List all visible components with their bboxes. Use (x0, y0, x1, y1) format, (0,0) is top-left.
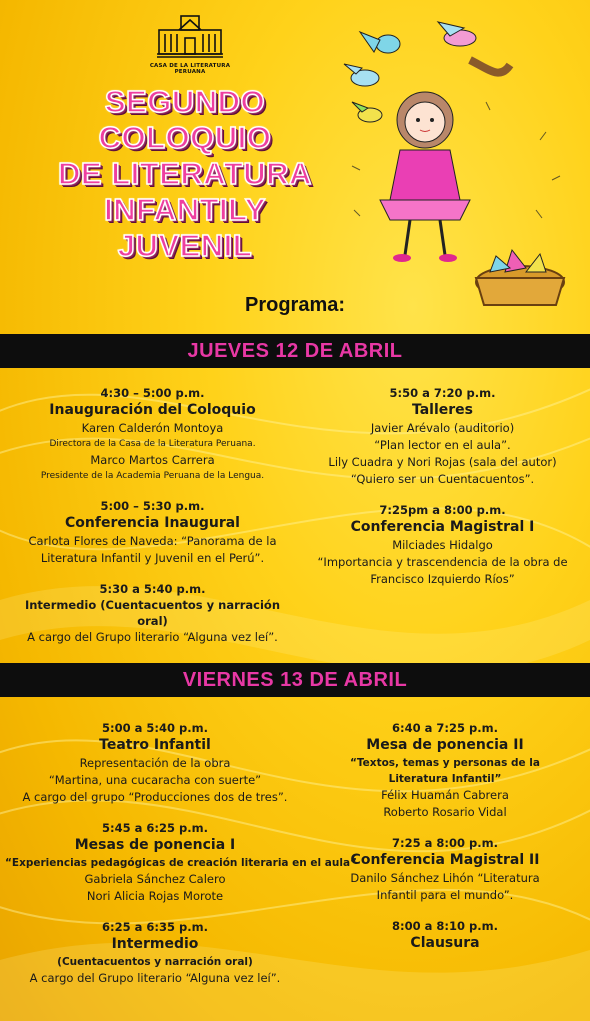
event-detail-line: A cargo del Grupo literario “Alguna vez leí”. (29, 971, 281, 985)
event-title: Mesas de ponencia I (74, 837, 236, 853)
event-time: 7:25 a 8:00 p.m. (392, 836, 498, 850)
event-detail-line: “Experiencias pedagógicas de creación literaria en el aula” (5, 857, 357, 869)
program-event (300, 835, 590, 904)
event-time: 5:00 – 5:30 p.m. (100, 499, 205, 513)
girl-with-birds-illustration (340, 10, 580, 310)
event-time: 6:40 a 7:25 p.m. (392, 721, 498, 735)
event-time: 8:00 a 8:10 p.m. (392, 919, 498, 933)
program-event (5, 820, 357, 905)
event-detail-line: Carlota Flores de Naveda: “Panorama de la (28, 534, 277, 548)
program-event (10, 498, 295, 567)
event-detail-line: Representación de la obra (79, 756, 231, 770)
event-time: 6:25 a 6:35 p.m. (102, 920, 208, 934)
event-detail-line: Roberto Rosario Vidal (383, 805, 507, 819)
title-line: SEGUNDO (104, 84, 266, 119)
event-title: Conferencia Inaugural (65, 515, 240, 531)
event-detail-line: Milciades Hidalgo (392, 538, 493, 552)
event-detail-line: Marco Martos Carrera (90, 453, 215, 467)
program-event (300, 502, 585, 588)
event-detail-line: “Importancia y trascendencia de la obra de (317, 555, 568, 569)
event-detail-line: A cargo del grupo “Producciones dos de tres”. (22, 790, 288, 804)
title-line: DE LITERATURA (58, 156, 312, 191)
day2-right-column (300, 720, 590, 967)
event-detail-line: Javier Arévalo (auditorio) (370, 421, 515, 435)
event-title: Intermedio (Cuentacuentos y narración oral) (24, 598, 281, 628)
program-event (5, 720, 305, 806)
programa-heading: Programa: (244, 294, 346, 316)
day-band-jueves: JUEVES 12 DE ABRIL (0, 334, 590, 368)
casa-literatura-logo (140, 12, 240, 75)
event-detail-line: Infantil para el mundo”. (376, 888, 514, 902)
event-detail-line: A cargo del Grupo literario “Alguna vez leí”. (27, 630, 278, 644)
day1-right-column (300, 385, 585, 602)
event-detail-line: Félix Huamán Cabrera (381, 788, 509, 802)
event-detail-line: Gabriela Sánchez Calero (84, 872, 226, 886)
event-detail-line: (Cuentacuentos y narración oral) (57, 956, 253, 968)
event-detail-line: Nori Alicia Rojas Morote (86, 889, 224, 903)
title-line: JUVENIL (117, 228, 253, 263)
event-time: 5:50 a 7:20 p.m. (389, 386, 496, 400)
program-event (300, 385, 585, 488)
program-event (10, 581, 295, 646)
day2-left-column (5, 720, 357, 1001)
program-event (300, 720, 590, 821)
event-title: Clausura (410, 935, 480, 951)
title-line: INFANTILY (104, 192, 266, 227)
event-detail-line: “Plan lector en el aula”. (374, 438, 511, 452)
event-title: Teatro Infantil (99, 737, 211, 753)
event-time: 4:30 – 5:00 p.m. (100, 386, 205, 400)
event-detail-line: Presidente de la Academia Peruana de la Lengua. (40, 471, 265, 481)
event-detail-line: Literatura Infantil” (388, 773, 502, 785)
event-title: Inauguración del Coloquio (49, 402, 256, 418)
event-detail-line: Karen Calderón Montoya (81, 421, 224, 435)
event-title: Conferencia Magistral II (350, 852, 540, 868)
event-detail-line: Lily Cuadra y Nori Rojas (sala del autor) (328, 455, 557, 469)
event-title: Conferencia Magistral I (350, 519, 535, 535)
event-detail-line: “Textos, temas y personas de la (350, 757, 540, 769)
event-title (20, 84, 350, 264)
event-title: Talleres (411, 402, 474, 418)
event-detail-line: “Quiero ser un Cuentacuentos”. (350, 472, 535, 486)
event-time: 7:25pm a 8:00 p.m. (379, 503, 506, 517)
event-detail-line: Directora de la Casa de la Literatura Peruana. (49, 439, 256, 449)
event-detail-line: “Martina, una cucaracha con suerte” (48, 773, 262, 787)
program-event (10, 385, 295, 484)
building-icon (155, 12, 225, 58)
program-event (5, 919, 305, 987)
day-band-viernes: VIERNES 13 DE ABRIL (0, 663, 590, 697)
event-time: 5:45 a 6:25 p.m. (102, 821, 208, 835)
event-title: Mesa de ponencia II (366, 737, 524, 753)
program-event (300, 918, 590, 953)
title-line: COLOQUIO (98, 120, 272, 155)
day1-left-column (10, 385, 295, 660)
event-time: 5:30 a 5:40 p.m. (99, 582, 206, 596)
event-title: Intermedio (111, 936, 199, 952)
event-detail-line: Francisco Izquierdo Ríos” (370, 572, 515, 586)
event-detail-line: Danilo Sánchez Lihón “Literatura (350, 871, 540, 885)
event-detail-line: Literatura Infantil y Juvenil en el Perú”. (40, 551, 265, 565)
event-time: 5:00 a 5:40 p.m. (102, 721, 208, 735)
logo-label: CASA DE LA LITERATURA PERUANA (149, 63, 231, 75)
